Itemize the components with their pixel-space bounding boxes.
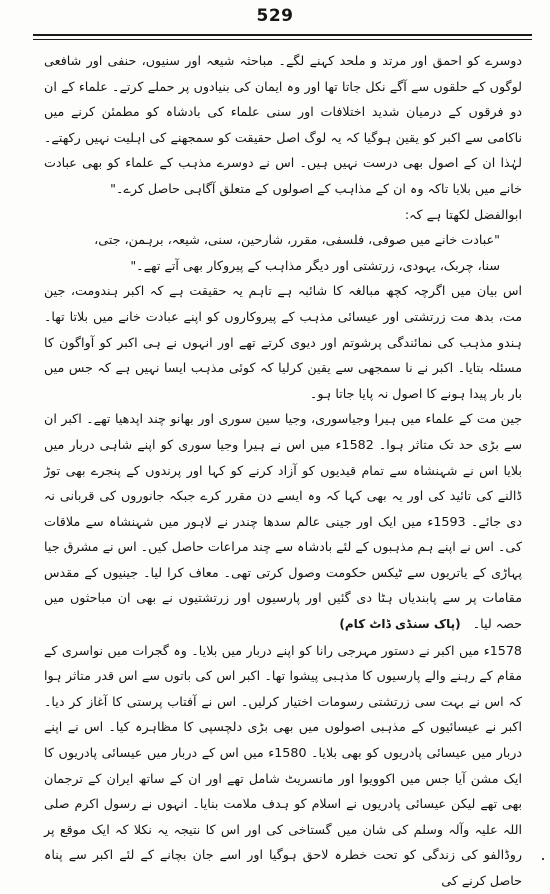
paragraph-4: 1578ء میں اکبر نے دستور مہرجی رانا کو اپنے دربار میں بلایا۔ وہ گجرات میں نواسری کے مقام کے رہنے والے پارسیوں کا مذہبی پیشوا تھا۔ اکبر اس کی باتوں سے اس قدر متاثر ہوا کہ اس نے بہت سی زرتشتی رسومات اختیار کرلیں۔ اس نے آفتاب پرستی کا آغاز کر دیا۔ اکبر نے عیسائیوں کے مذہبی اصولوں میں بھی بڑی دلچسپی کا مظاہرہ کیا۔ اس نے اپنے دربار میں عیسائی پادریوں کو بھی بلایا۔ 1580ء میں اس کے دربار میں عیسائی پادریوں کا ایک مشن آیا جس میں اکوویوا اور مانسریٹ شامل تھے اور ان کے ساتھ ایران کے ترجمان بھی تھے لیکن عیسائی پادریوں نے اسلام کو ہدف ملامت بنایا۔ انہوں نے رسول اکرم صلی اللہ علیہ وآلہ وسلم کی شان میں گستاخی کی اور اس کا نتیجہ یہ نکلا کہ ایک موقع پر روڈالفو کی زندگی کو تحت خطرہ لاحق ہوگیا اور اسے جان بچانے کے لئے اکبر سے پناہ حاصل کرنے کی bbox=[44, 642, 523, 888]
page-speck bbox=[542, 858, 544, 860]
page-number: 529 bbox=[256, 6, 294, 26]
paragraph-1: دوسرے کو احمق اور مرتد و ملحد کہنے لگے۔ مباحثہ شیعہ اور سنیوں، حنفی اور شافعی لوگوں کے حلقوں سے آگے نکل جاتا تھا اور وہ ایمان کی بنیادوں پر حملے کرتے۔ علماء کے ان دو فرقوں کے درمیان شدید اختلافات اور سنی علماء کی بادشاہ کو مطمئن کرنے میں ناکامی سے اکبر کو یقین ہوگیا کہ یہ لوگ اصل حقیقت کو سمجھنے کی اہلیت نہیں رکھتے۔ لہٰذا ان کے اصول بھی درست نہیں ہیں۔ اس نے دوسرے مذہب کے علماء کو بھی عبادت خانے میں بلایا تاکہ وہ ان کے مذاہب کے اصولوں کے متعلق آگاہی حاصل کرے۔" bbox=[44, 53, 522, 196]
paragraph-3 bbox=[44, 406, 522, 637]
watermark-text: (پاک سنڈی ڈاٹ کام) bbox=[339, 617, 461, 632]
header-rule-thick bbox=[33, 34, 532, 36]
block-quote: "عبادت خانے میں صوفی، فلسفی، مقرر، شارحین، سنی، شیعہ، برہمن، جتی، سنا، چربک، یہودی، زرتشتی اور دیگر مذاہب کے پیروکار بھی آتے تھے۔" bbox=[94, 232, 500, 273]
header-rule-thin bbox=[33, 39, 532, 40]
page-body bbox=[44, 48, 522, 894]
paragraph-2: اس بیان میں اگرچہ کچھ مبالغہ کا شائبہ ہے تاہم یہ حقیقت ہے کہ اکبر ہندومت، جین مت، بدھ مت زرتشتی اور عیسائی مذہب کے پیروکاروں کو اپنے عبادت خانے میں بلاتا تھا۔ ہندو مذہب کی نمائندگی پرشوتم اور دیوی کرتے تھے اور انہوں نے ہی اکبر کو آواگون کا مسئلہ بتایا۔ اکبر نے نا سمجھی سے یقین کرلیا کہ کوئی مذہب ایسا نہیں ہے کہ جس میں بار بار پیدا ہونے کا اصول نہ پایا جاتا ہو۔ bbox=[44, 283, 522, 401]
paragraph-3-text: جین مت کے علماء میں ہیرا وجیاسوری، وجیا سین سوری اور بھانو چند اپدھیا تھے۔ اکبر ان سے بڑی حد تک متاثر ہوا۔ 1582ء میں اس نے ہیرا وجیا سوری کو اپنے شاہی دربار میں بلایا اس نے شہنشاہ سے تمام قیدیوں کو آزاد کرنے کو کہا اور پرندوں کے پنجرے بھی توڑ ڈالنے کی تائید کی اور یہ بھی کہا کہ وہ ایسے دن مقرر کرے جبکہ جانوروں کی قربانی نہ دی جائے۔ 1593ء میں ایک اور جینی عالم سدھا چندر نے لاہور میں شہنشاہ سے ملاقات کی۔ اس نے اپنے ہم مذہبوں کے لئے بادشاہ سے چند مراعات حاصل کیں۔ اس نے مشرق جیا پہاڑی کے یاتریوں سے ٹیکس حکومت وصول کرتی تھی۔ معاف کرا لیا۔ جینیوں کے مقدس مقامات پر سے پابندیاں ہٹا دی گئیں اور پارسیوں اور زرتشتیوں نے بھی ان مباحثوں میں حصہ لیا۔ bbox=[44, 411, 522, 632]
quote-lead: ابوالفضل لکھتا ہے کہ: bbox=[404, 206, 522, 222]
